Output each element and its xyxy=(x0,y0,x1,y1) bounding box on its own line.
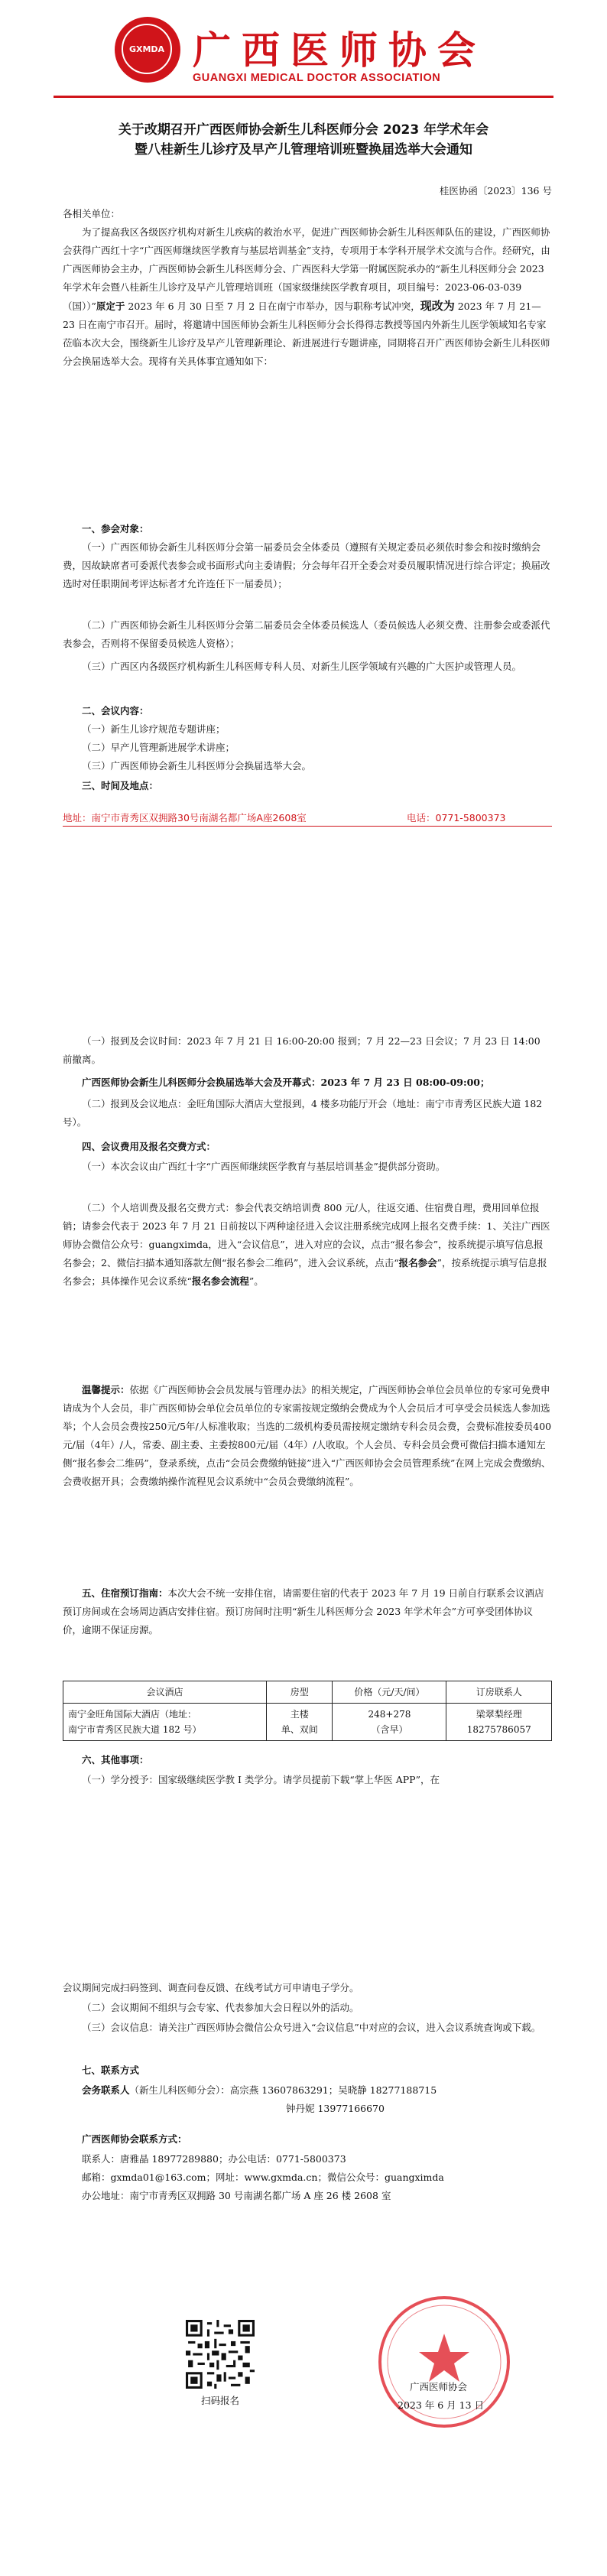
association-address: 办公地址：南宁市青秀区双拥路 30 号南湖名都广场 A 座 26 楼 2608 室 xyxy=(82,2190,391,2201)
registration-qr-code-icon[interactable] xyxy=(186,2320,255,2389)
warm-tip: 温馨提示：依据《广西医师协会会员发展与管理办法》的相关规定，广西医师协会单位会员单位的专家可免费申请成为个人会员，非广西医师协会单位会员单位的专家需按规定缴纳会费成为个人会员后才可享受会员候选人参加选举；个人会员会费按250元/5年/人标准收取；当选的二级机构委员需按规定缴纳专科会员会费，会费标准按委员400元/届（4年）/人，常委、副主委、主委按800元/届（4年）/人收取。个人会员、专科会员会费可微信扫描本通知左侧“报名参会二维码”，登录系统，点击“会员会费缴纳链接”进入“广西医师协会会员管理系统”在网上完成会费缴纳、会费收据开具；会费缴纳操作流程见会议系统中“会员会费缴纳流程”。 xyxy=(63,1384,552,1487)
intro-paragraph: 为了提高我区各级医疗机构对新生儿疾病的救治水平，促进广西医师协会新生儿科医师队伍的建设，广西医师协会获得广西红十字“广西医师继续医学教育与基层培训基金”支持，专项用于本学科开展学术交流与合作。经研究，由广西医师协会主办，广西医师协会新生儿科医师分会、广西医科大学第一附属医院承办的“新生儿科医师分会 2023 年学术年会暨八桂新生儿诊疗及早产儿管理培训班（国家级继续医学教育项目，项目编号：2023-06-03-039（国））”原定于 2023 年 6 月 30 日至 7 月 2 日在南宁市举办，因与职称考试冲突，现改为 2023 年 7 月 21—23 日在南宁市召开。届时，将邀请中国医师协会新生儿科医师分会长得得志教授等国内外新生儿医学领域知名专家莅临本次大会，围绕新生儿诊疗及早产儿管理新理论、新进展进行专题讲座，同期将召开广西医师协会新生儿科医师分会换届选举大会。现将有关具体事宜通知如下： xyxy=(63,226,550,367)
section-4-heading: 四、会议费用及报名交费方式： xyxy=(82,1141,216,1152)
section-2-item-1: （一）新生儿诊疗规范专题讲座； xyxy=(82,723,226,735)
section-3-item-2: （二）报到及会议地点：金旺角国际大酒店大堂报到，4 楼多功能厅开会（地址：南宁市青秀区民族大道 182 号）。 xyxy=(63,1098,543,1128)
section-6-item-2: （二）会议期间不组织与会专家、代表参加大会日程以外的活动。 xyxy=(82,2002,359,2013)
org-name-en: GUANGXI MEDICAL DOCTOR ASSOCIATION xyxy=(193,72,441,84)
section-2-item-3: （三）广西医师协会新生儿科医师分会换届选举大会。 xyxy=(82,760,312,772)
section-1-item-1: （一）广西医师协会新生儿科医师分会第一届委员会全体委员（遵照有关规定委员必须依时参会和按时缴纳会费，因故缺席者可委派代表参会或书面形式向主委请假；分会每年召开全委会对委员履职情况进行综合评定；换届改选时对任职期间考评达标者才允许连任下一届委员）； xyxy=(63,541,550,590)
header-price: 价格（元/天/间） xyxy=(333,1681,446,1704)
section-1-item-2: （二）广西医师协会新生儿科医师分会第二届委员会全体委员候选人（委员候选人必须交费、注册参会或委派代表参会，否则将不保留委员候选人资格）； xyxy=(63,619,550,649)
header-contact: 订房联系人 xyxy=(446,1681,552,1704)
conference-contacts: 会务联系人（新生儿科医师分会）：高宗燕 13607863291；吴晓静 18277188715 xyxy=(82,2084,437,2096)
association-logo xyxy=(115,17,180,83)
section-1-heading: 一、参会对象： xyxy=(82,523,149,534)
section-1-item-3: （三）广西区内各级医疗机构新生儿科医师专科人员、对新生儿医学领域有兴趣的广大医护或管理人员。 xyxy=(82,661,522,672)
org-name-cn: 广西医师协会 xyxy=(193,28,486,73)
table-row xyxy=(63,1704,552,1741)
section-7-heading: 七、联系方式 xyxy=(82,2064,140,2076)
section-6-item-1: （一）学分授予：国家级继续医学教 I 类学分。请学员提前下载“掌上华医 APP”，在 xyxy=(82,1774,440,1785)
section-2-item-2: （二）早产儿管理新进展学术讲座； xyxy=(82,742,235,753)
section-4-item-1: （一）本次会议由广西红十字“广西医师继续医学教育与基层培训基金”提供部分资助。 xyxy=(82,1161,446,1172)
section-3-heading: 三、时间及地点： xyxy=(82,780,159,791)
qr-caption: 扫码报名 xyxy=(200,2395,239,2406)
election-schedule: 广西医师协会新生儿科医师分会换届选举大会及开幕式：2023 年 7 月 23 日 08:00-09:00； xyxy=(82,1077,490,1088)
address-text: 地址：南宁市青秀区双拥路30号南湖名都广场A座2608室 xyxy=(63,812,307,823)
conference-contacts-line2: 钟丹妮 13977166670 xyxy=(286,2103,385,2114)
section-2-heading: 二、会议内容： xyxy=(82,705,149,716)
section-6-heading: 六、其他事项： xyxy=(82,1754,149,1766)
section-3-item-1: （一）报到及会议时间：2023 年 7 月 21 日 16:00-20:00 报到；7 月 22—23 日会议；7 月 23 日 14:00 前撤离。 xyxy=(63,1035,540,1065)
doc-title-line1: 关于改期召开广西医师协会新生儿科医师分会 2023 年学术年会 xyxy=(118,122,489,138)
signing-date: 2023 年 6 月 13 日 xyxy=(398,2399,485,2411)
header-room: 房型 xyxy=(266,1681,333,1704)
doc-number: 桂医协函〔2023〕136 号 xyxy=(439,185,552,197)
section-4-item-2: （二）个人培训费及报名交费方式：参会代表交纳培训费 800 元/人，往返交通、住宿费自理，费用回单位报销；请参会代表于 2023 年 7 月 21 日前按以下两种途径进入会议注册系统完成网上报名交费手续：1、关注广西医师协会微信公众号：guangximda，进入“会议信息”，进入对应的会议，点击“报名参会”，按系统提示填写信息报名参会；2、微信扫描本通知落款左侧“报名参会二维码”，进入会议系统，点击“报名参会”，按系统提示填写信息报名参会；具体操作见会议系统“报名参会流程”。 xyxy=(63,1202,550,1287)
signing-organization: 广西医师协会 xyxy=(410,2381,468,2392)
logo-text: GXMDA xyxy=(122,24,172,74)
contact-cell: 梁翠梨经理 18275786057 xyxy=(446,1704,552,1741)
association-contact-heading: 广西医师协会联系方式： xyxy=(82,2133,187,2145)
section-6-item-1-cont: 会议期间完成扫码签到、调查问卷反馈、在线考试方可申请电子学分。 xyxy=(63,1982,359,1993)
hotel-name-cell: 南宁金旺角国际大酒店（地址： 南宁市青秀区民族大道 182 号） xyxy=(63,1704,267,1741)
section-5-accommodation: 五、住宿预订指南：本次大会不统一安排住宿，请需要住宿的代表于 2023 年 7 月 19 日前自行联系会议酒店预订房间或在会场周边酒店安排住宿。预订房间时注明“新生儿科医师分会 2023 年学术年会”方可享受团体协议价，逾期不保证房源。 xyxy=(63,1587,544,1636)
section-6-item-3: （三）会议信息：请关注广西医师协会微信公众号进入“会议信息”中对应的会议，进入会议系统查询或下载。 xyxy=(82,2022,541,2033)
room-type-cell: 主楼 单、双间 xyxy=(266,1704,333,1741)
hotel-table xyxy=(63,1681,552,1741)
header-hotel: 会议酒店 xyxy=(63,1681,267,1704)
price-cell: 248+278 （含早） xyxy=(333,1704,446,1741)
table-header-row xyxy=(63,1681,552,1704)
salutation: 各相关单位： xyxy=(63,208,121,219)
doc-title-line2: 暨八桂新生儿诊疗及早产儿管理培训班暨换届选举大会通知 xyxy=(135,142,472,158)
phone-text: 电话：0771-5800373 xyxy=(407,812,506,823)
address-bar xyxy=(63,810,560,824)
header-divider xyxy=(54,96,553,98)
association-email-web: 邮箱：gxmda01@163.com；网址：www.gxmda.cn；微信公众号：guangximda xyxy=(82,2172,444,2183)
address-underline xyxy=(63,826,552,827)
association-contact-person: 联系人：唐雅晶 18977289880；办公电话：0771-5800373 xyxy=(82,2153,346,2165)
